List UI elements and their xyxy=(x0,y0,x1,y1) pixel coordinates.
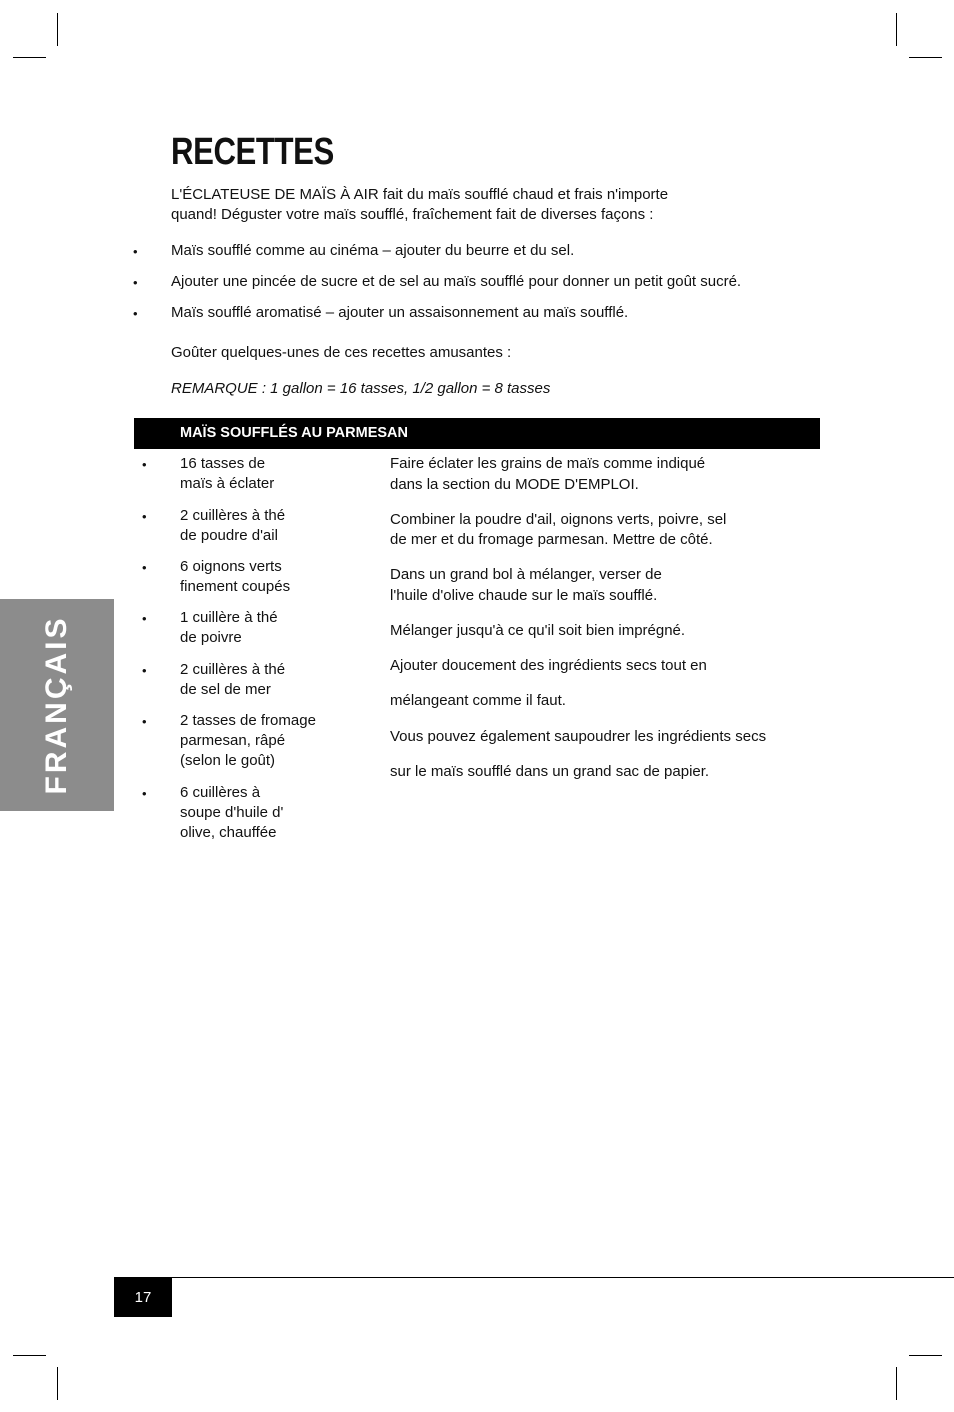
ingredient-item xyxy=(180,783,380,843)
ingredient-item xyxy=(180,557,380,597)
crop-mark-top-left-v xyxy=(57,13,58,46)
crop-mark-top-right-h xyxy=(909,57,942,58)
ingredient-line: parmesan, râpé xyxy=(180,732,286,749)
language-side-tab xyxy=(0,599,114,811)
ingredient-item xyxy=(180,454,380,494)
ingredient-line: de poivre xyxy=(180,629,242,646)
list-item: Ajouter une pincée de sucre et de sel au maïs soufflé pour donner un petit goût sucré. xyxy=(171,273,742,290)
ingredient-item xyxy=(180,608,380,648)
instruction-line: l'huile d'olive chaude sur le maïs soufflé. xyxy=(390,587,658,604)
ingredient-line: 1 cuillère à thé xyxy=(180,609,278,626)
try-recipes-text: Goûter quelques-unes de ces recettes amusantes : xyxy=(171,344,512,361)
instruction-line: de mer et du fromage parmesan. Mettre de côté. xyxy=(390,531,713,548)
page-number: 17 xyxy=(114,1278,172,1317)
ingredient-item xyxy=(180,660,380,700)
ingredient-line: 6 cuillères à xyxy=(180,784,261,801)
ingredient-item xyxy=(180,711,380,771)
ingredient-line: (selon le goût) xyxy=(180,752,276,769)
instruction-line: sur le maïs soufflé dans un grand sac de papier. xyxy=(390,763,710,780)
bullet-marker: • xyxy=(142,663,147,678)
crop-mark-bottom-left-v xyxy=(57,1367,58,1400)
recipe-title: MAÏS SOUFFLÉS AU PARMESAN xyxy=(180,425,408,441)
crop-mark-bottom-right-h xyxy=(909,1355,942,1356)
crop-mark-bottom-left-h xyxy=(13,1355,46,1356)
page-title: RECETTES xyxy=(171,131,334,173)
ingredient-line: 16 tasses de xyxy=(180,455,266,472)
ingredient-line: 6 oignons verts xyxy=(180,558,282,575)
list-item: Maïs soufflé aromatisé – ajouter un assaisonnement au maïs soufflé. xyxy=(171,304,629,321)
instruction-line: mélangeant comme il faut. xyxy=(390,692,566,709)
footer-rule xyxy=(114,1277,954,1278)
crop-mark-top-right-v xyxy=(896,13,897,46)
instruction-line: Ajouter doucement des ingrédients secs tout en xyxy=(390,657,707,674)
bullet-marker: • xyxy=(142,611,147,626)
ingredient-item xyxy=(180,506,380,546)
crop-mark-top-left-h xyxy=(13,57,46,58)
ingredient-line: olive, chauffée xyxy=(180,824,277,841)
ingredient-line: 2 tasses de fromage xyxy=(180,712,316,729)
crop-mark-bottom-right-v xyxy=(896,1367,897,1400)
bullet-marker: • xyxy=(142,714,147,729)
intro-line-1: L'ÉCLATEUSE DE MAÏS À AIR fait du maïs soufflé chaud et frais n'importe xyxy=(171,186,669,203)
recipe-header-bar xyxy=(134,418,820,449)
bullet-marker: • xyxy=(133,306,138,321)
bullet-marker: • xyxy=(142,509,147,524)
instruction-line: Dans un grand bol à mélanger, verser de xyxy=(390,566,662,583)
bullet-marker: • xyxy=(142,560,147,575)
instruction-line: Faire éclater les grains de maïs comme indiqué xyxy=(390,455,706,472)
bullet-marker: • xyxy=(142,786,147,801)
bullet-marker: • xyxy=(133,244,138,259)
instruction-line: Mélanger jusqu'à ce qu'il soit bien imprégné. xyxy=(390,622,686,639)
ingredient-line: de sel de mer xyxy=(180,681,271,698)
ingredient-line: 2 cuillères à thé xyxy=(180,661,286,678)
intro-line-2: quand! Déguster votre maïs soufflé, fraîchement fait de diverses façons : xyxy=(171,206,654,223)
instruction-line: dans la section du MODE D'EMPLOI. xyxy=(390,476,639,493)
instruction-line: Vous pouvez également saupoudrer les ingrédients secs xyxy=(390,728,767,745)
language-label: FRANÇAIS xyxy=(40,615,73,795)
ingredient-line: maïs à éclater xyxy=(180,475,275,492)
instruction-line: Combiner la poudre d'ail, oignons verts, poivre, sel xyxy=(390,511,727,528)
measurement-note: REMARQUE : 1 gallon = 16 tasses, 1/2 gallon = 8 tasses xyxy=(171,380,551,397)
ingredient-line: soupe d'huile d' xyxy=(180,804,284,821)
list-item: Maïs soufflé comme au cinéma – ajouter du beurre et du sel. xyxy=(171,242,575,259)
bullet-marker: • xyxy=(142,457,147,472)
ingredient-line: finement coupés xyxy=(180,578,291,595)
ingredient-line: 2 cuillères à thé xyxy=(180,507,286,524)
bullet-marker: • xyxy=(133,275,138,290)
ingredient-line: de poudre d'ail xyxy=(180,527,278,544)
